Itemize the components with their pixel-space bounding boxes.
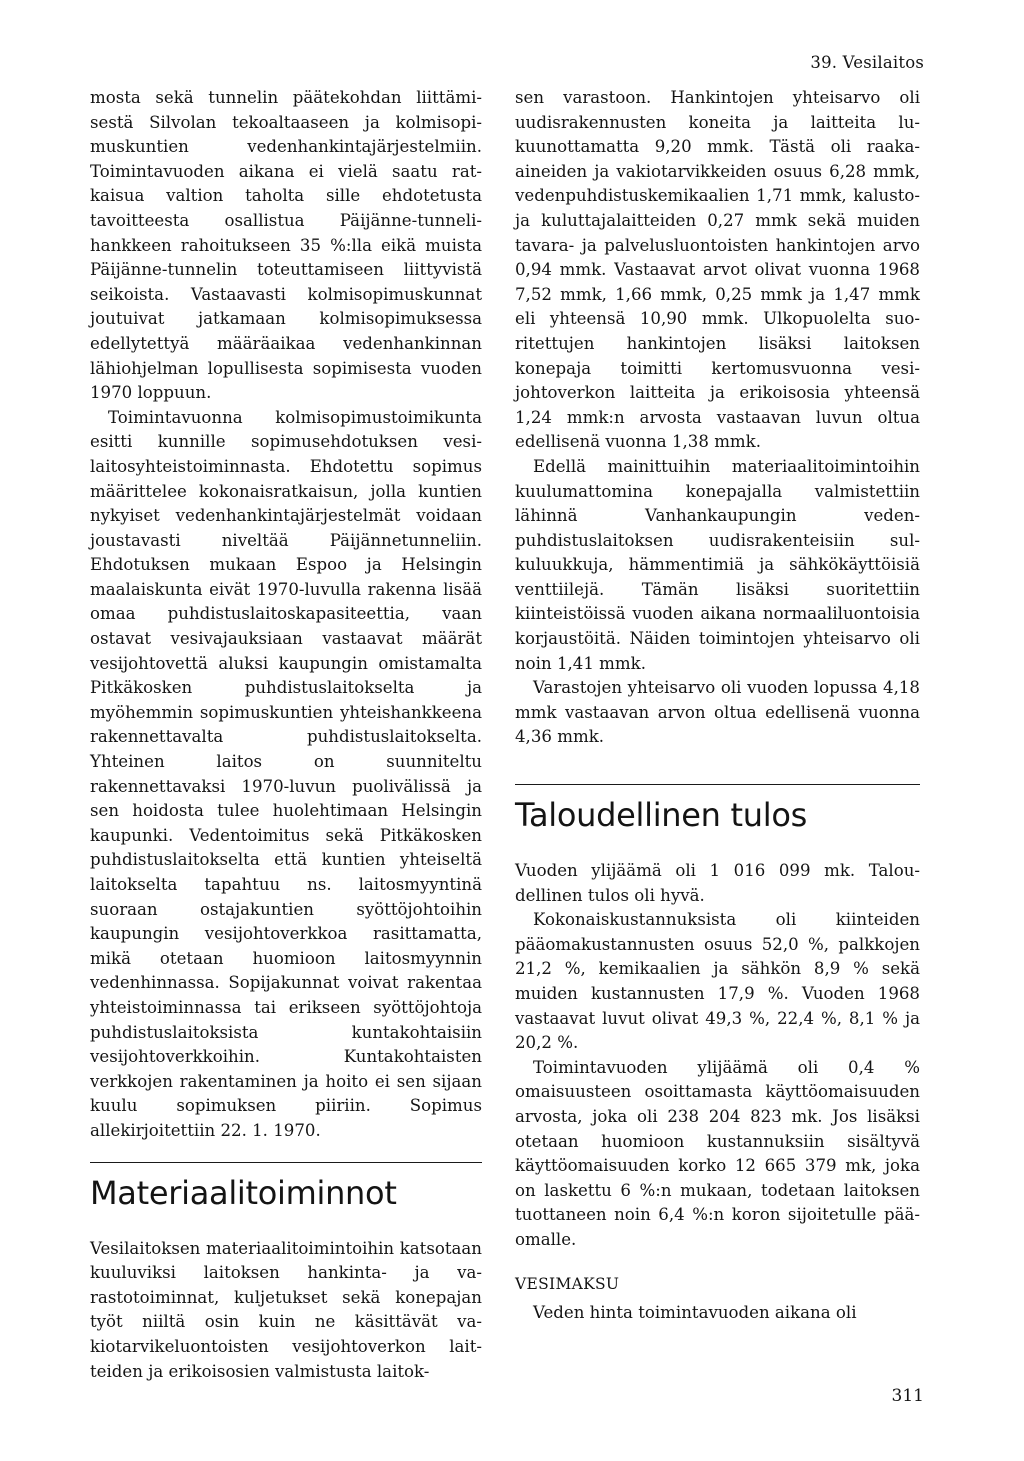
subheading: VESIMAKSU [515, 1274, 620, 1293]
section-heading: Materiaalitoiminnot [90, 1173, 397, 1212]
body-paragraph: sen varastoon. Hankintojen yhteisarvo oli uudisrakennusten koneita ja laitteita lukuunottamatta 9,20 mmk. Tästä oli raakaaineiden ja vakiotarvikkeiden osuus 6,28 mmk, vedenpuhdistuskemikaalien 1,71 mmk, kalusto- ja kuluttajalaitteiden 0,27 mmk sekä muiden tavara- ja palvelusluontoisten hankintojen arvo 0,94 mmk. Vastaavat arvot olivat vuonna 1968 7,52 mmk, 1,66 mmk, 0,25 mmk ja 1,47 mmk eli yhteensä 10,90 mmk. Ulkopuolelta suoritettujen hankintojen lisäksi laitoksen konepaja toimitti kertomusvuonna vesijohtoverkon laitteita ja erikoisosia yhteensä 1,24 mmk:n arvosta vastaavan luvun oltua edellisenä vuonna 1,38 mmk. [515, 88, 920, 452]
section-materiaalitoiminnot [90, 1162, 482, 1385]
body-paragraph: Vuoden ylijäämä oli 1 016 099 mk. Taloudellinen tulos oli hyvä. [515, 861, 920, 905]
section-heading: Taloudellinen tulos [515, 796, 807, 835]
body-paragraph: Vesilaitoksen materiaalitoimintoihin katsotaan kuuluviksi laitoksen hankinta- ja varastotoiminnat, kuljetukset sekä konepajan työt niiltä osin kuin ne käsittävät vakiotarvikeluontoisten vesijohtoverkon laitteiden ja erikoisosien valmistusta laitok- [90, 1238, 482, 1381]
body-paragraph: Kokonaiskustannuksista oli kiinteiden pääomakustannusten osuus 52,0 %, palkkojen 21,2 %, kemikaalien ja sähkön 8,9 % sekä muiden kustannusten 17,9 %. Vuoden 1968 vastaavat luvut olivat 49,3 %, 22,4 %, 8,1 % ja 20,2 %. [515, 910, 920, 1053]
body-paragraph: Veden hinta toimintavuoden aikana oli [533, 1302, 857, 1322]
right-column [515, 86, 920, 1325]
body-paragraph: Toimintavuoden ylijäämä oli 0,4 % omaisuusteen osoittamasta käyttöomaisuuden arvosta, joka oli 238 204 823 mk. Jos lisäksi otetaan huomioon kustannuksiin sisältyvä käyttöomaisuuden korko 12 665 379 mk, joka on laskettu 6 %:n mukaan, todetaan laitoksen tuottaneen noin 6,4 %:n koron sijoitetulle pääomalle. [515, 1057, 920, 1249]
body-paragraph: Varastojen yhteisarvo oli vuoden lopussa 4,18 mmk vastaavan arvon oltua edellisenä vuonna 4,36 mmk. [515, 678, 920, 747]
running-header: 39. Vesilaitos [810, 53, 924, 72]
section-taloudellinen-tulos [515, 784, 920, 1253]
page-number: 311 [891, 1386, 924, 1406]
left-column [90, 86, 482, 1384]
body-paragraph: Edellä mainittuihin materiaalitoimintoihin kuulumattomina konepajalla valmistettiin lähinnä Vanhankaupungin vedenpuhdistuslaitoksen uudisrakenteisiin sulkuluukkuja, hämmentimiä ja sähkökäyttöisiä venttiilejä. Tämän lisäksi suoritettiin kiinteistöissä vuoden aikana normaaliluontoisia korjaustöitä. Näiden toimintojen yhteisarvo oli noin 1,41 mmk. [515, 456, 920, 673]
body-paragraph: mosta sekä tunnelin päätekohdan liittämisestä Silvolan tekoaltaaseen ja kolmisopimuskuntien vedenhankintajärjestelmiin. Toimintavuoden aikana ei vielä saatu ratkaisua valtion taholta sille ehdotetusta tavoitteesta osallistua Päijänne-tunnelihankkeen rahoitukseen 35 %:lla eikä muista Päijänne-tunnelin toteuttamiseen liittyvistä seikoista. Vastaavasti kolmisopimuskunnat joutuivat jatkamaan kolmisopimuksessa edellytettyä määräaikaa vedenhankinnan lähiohjelman lopullisesta sopimisesta vuoden 1970 loppuun. [90, 88, 482, 403]
body-paragraph: Toimintavuonna kolmisopimustoimikunta esitti kunnille sopimusehdotuksen vesilaitosyhteistoiminnasta. Ehdotettu sopimus määrittelee kokonaisratkaisun, jolla kuntien nykyiset vedenhankintajärjestelmät voidaan joustavasti niveltää Päijännetunneliin. Ehdotuksen mukaan Espoo ja Helsingin maalaiskunta eivät 1970-luvulla rakenna lisää omaa puhdistuslaitoskapasiteettia, vaan ostavat vesivajauksiaan vastaavat määrät vesijohtovettä aluksi kaupungin omistamalta Pitkäkosken puhdistuslaitokselta ja myöhemmin sopimuskuntien yhteishankkeena rakennettavalta puhdistuslaitokselta. Yhteinen laitos on suunniteltu rakennettavaksi 1970-luvun puolivälissä ja sen hoidosta tulee huolehtimaan Helsingin kaupunki. Vedentoimitus sekä Pitkäkosken puhdistuslaitokselta että kuntien yhteiseltä laitokselta tapahtuu ns. laitosmyyntinä suoraan ostajakuntien syöttöjohtoihin kaupungin vesijohtoverkkoa rasittamatta, mikä otetaan huomioon laitosmyynnin vedenhinnassa. Sopijakunnat voivat rakentaa yhteistoiminnassa tai erikseen syöttöjohtoja puhdistuslaitoksista kuntakohtaisiin vesijohtoverkkoihin. Kuntakohtaisten verkkojen rakentaminen ja hoito ei sen sijaan kuulu sopimuksen piiriin. Sopimus allekirjoitettiin 22. 1. 1970. [90, 407, 482, 1140]
